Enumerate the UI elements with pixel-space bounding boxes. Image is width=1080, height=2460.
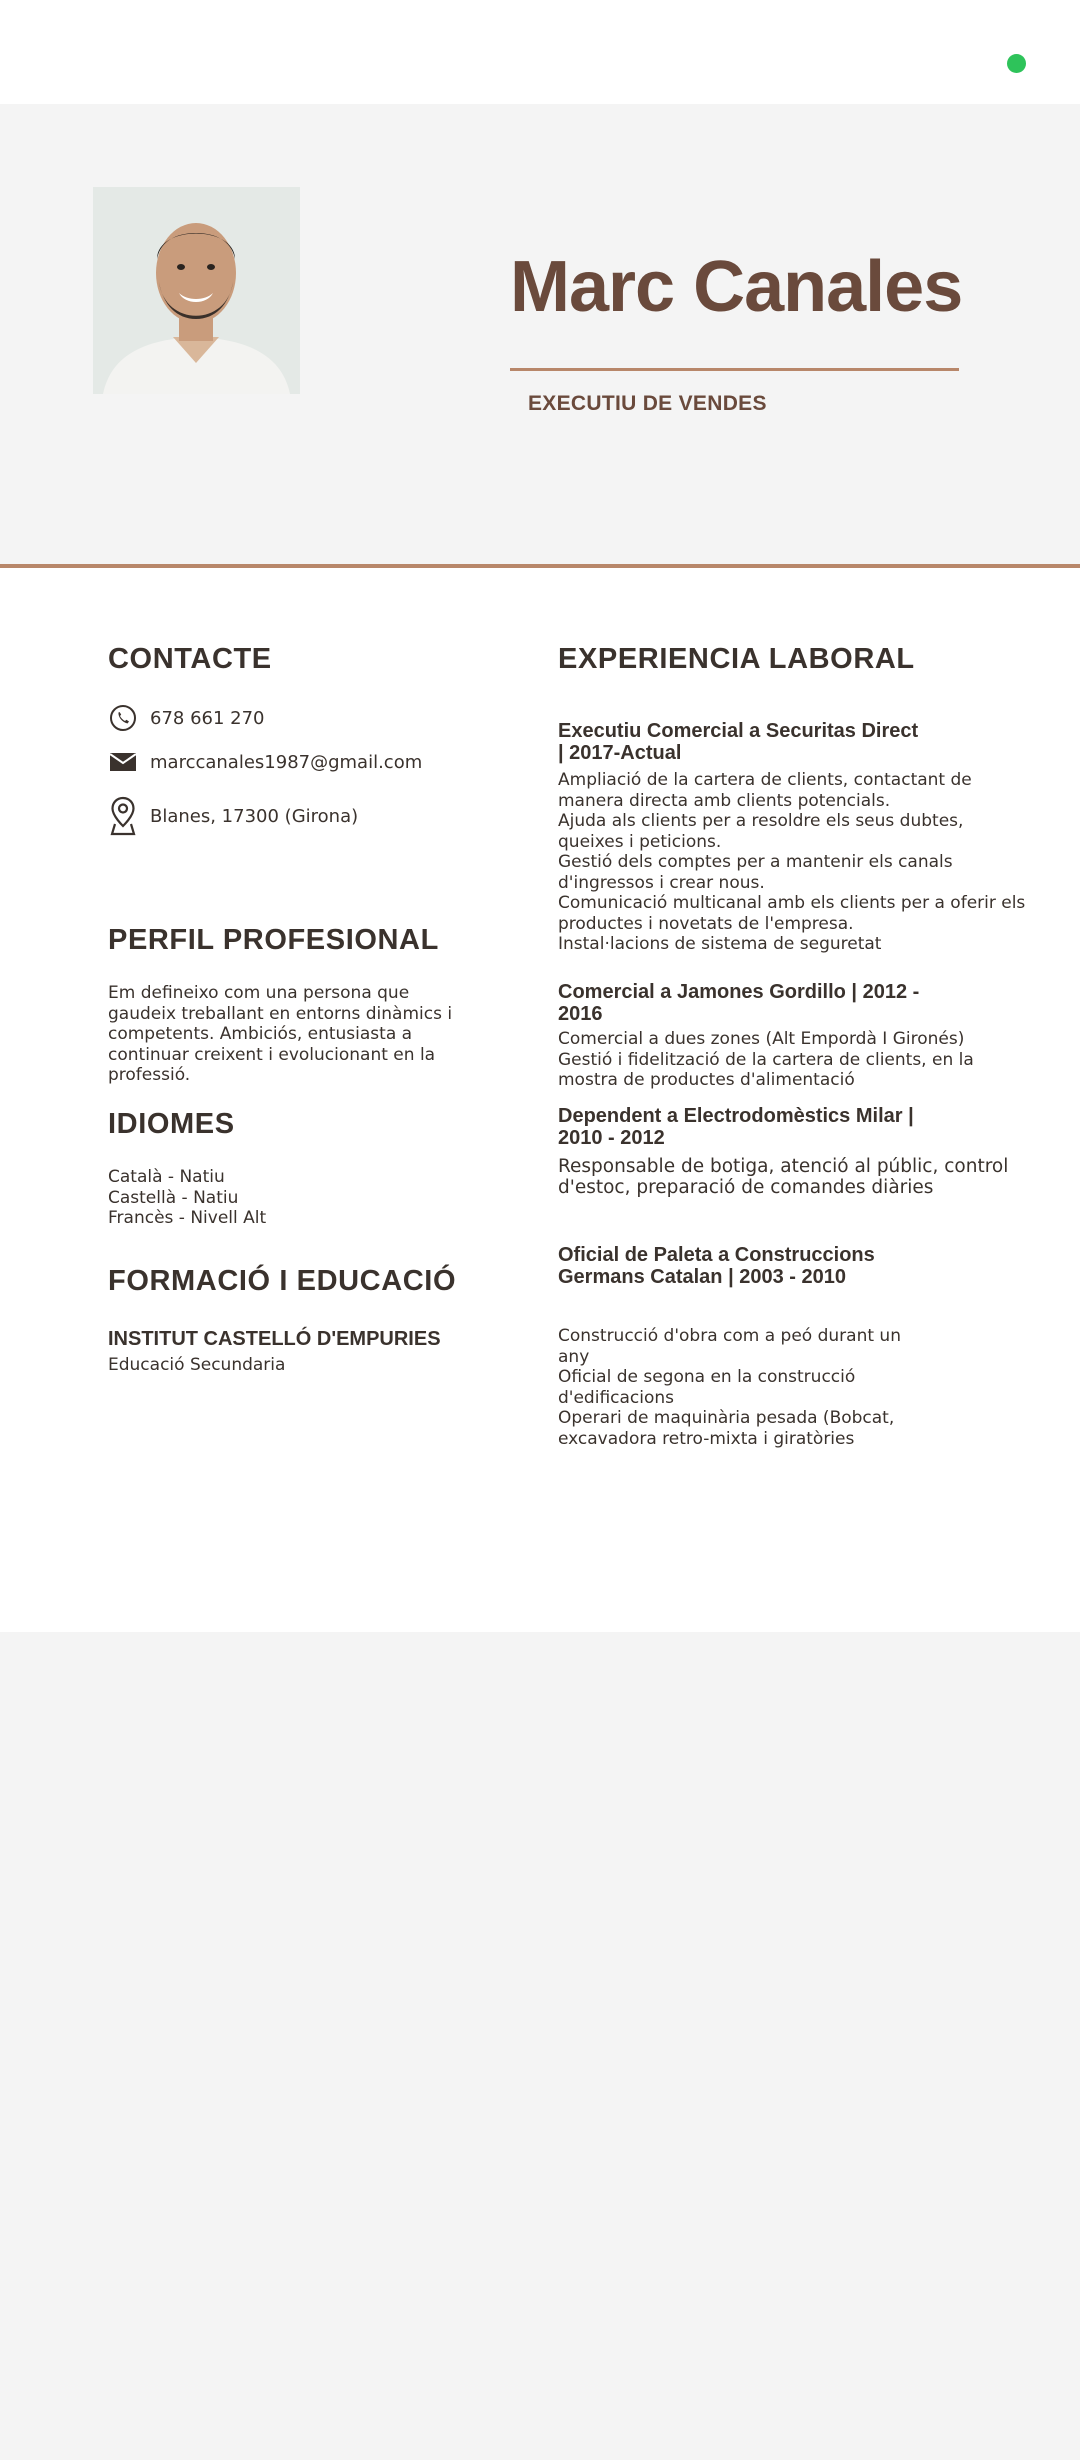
job-line: manera directa amb clients potencials. <box>558 790 891 811</box>
job-line: any <box>558 1346 590 1367</box>
job-line: Gestió dels comptes per a mantenir els canals <box>558 852 953 872</box>
job-title-line: Executiu Comercial a Securitas Direct <box>558 720 919 742</box>
school-name: INSTITUT CASTELLÓ D'EMPURIES <box>108 1328 441 1350</box>
profile-text <box>108 983 452 1086</box>
profile-photo <box>93 187 300 394</box>
experience-heading: EXPERIENCIA LABORAL <box>558 643 915 675</box>
profile-heading: PERFIL PROFESIONAL <box>108 924 439 956</box>
job-title-line: Dependent a Electrodomèstics Milar | <box>558 1105 914 1127</box>
job-line: queixes i peticions. <box>558 831 722 852</box>
job-line: d'estoc, preparació de comandes diàries <box>558 1177 934 1198</box>
job-line: excavadora retro-mixta i giratòries <box>558 1428 855 1449</box>
profile-line: continuar creixent i evolucionant en la <box>108 1044 436 1065</box>
degree: Educació Secundaria <box>108 1355 286 1375</box>
contact-address[interactable] <box>108 794 358 838</box>
language-item: Francès - Nivell Alt <box>108 1208 267 1228</box>
job-line: productes i novetats de l'empresa. <box>558 913 854 934</box>
person-portrait-icon <box>93 187 300 394</box>
profile-line: Em defineixo com una persona que <box>108 983 410 1003</box>
job-title-line: 2016 <box>558 1003 603 1025</box>
job-line: Construcció d'obra com a peó durant un <box>558 1326 901 1346</box>
job-line: Gestió i fidelització de la cartera de clients, en la <box>558 1049 974 1070</box>
mail-icon <box>108 744 138 780</box>
job-description <box>558 1029 974 1091</box>
job-title <box>558 981 919 1025</box>
candidate-name: Marc Canales <box>510 247 963 327</box>
job-title <box>558 1244 875 1288</box>
education-heading: FORMACIÓ I EDUCACIÓ <box>108 1265 457 1297</box>
job-line: Operari de maquinària pesada (Bobcat, <box>558 1408 895 1428</box>
job-line: d'ingressos i crear nous. <box>558 872 765 893</box>
name-underline <box>510 368 959 371</box>
phone-icon <box>108 700 138 736</box>
job-title <box>558 1105 914 1149</box>
languages-heading: IDIOMES <box>108 1108 235 1140</box>
language-item: Castellà - Natiu <box>108 1187 239 1208</box>
languages-list <box>108 1167 266 1229</box>
job-line: mostra de productes d'alimentació <box>558 1070 855 1090</box>
email-address: marccanales1987@gmail.com <box>150 751 423 773</box>
job-title-line: | 2017-Actual <box>558 742 682 764</box>
status-indicator <box>1007 54 1026 73</box>
profile-line: gaudeix treballant en entorns dinàmics i <box>108 1003 453 1024</box>
address: Blanes, 17300 (Girona) <box>150 805 359 827</box>
job-line: Ampliació de la cartera de clients, contactant de <box>558 770 972 790</box>
job-line: d'edificacions <box>558 1387 675 1408</box>
job-title-line: Oficial de Paleta a Construccions <box>558 1244 875 1266</box>
job-title-line: Comercial a Jamones Gordillo | 2012 - <box>558 981 920 1003</box>
job-line: Comercial a dues zones (Alt Empordà I Gironés) <box>558 1029 965 1049</box>
job-line: Ajuda als clients per a resoldre els seus dubtes, <box>558 811 964 831</box>
profile-line: competents. Ambiciós, entusiasta a <box>108 1024 413 1044</box>
job-description <box>558 770 1025 955</box>
job-description <box>558 1326 901 1449</box>
job-line: Comunicació multicanal amb els clients per a oferir els <box>558 893 1026 913</box>
job-line: Responsable de botiga, atenció al públic, control <box>558 1156 1009 1177</box>
phone-number: 678 661 270 <box>150 707 265 729</box>
resume-body <box>0 568 1080 1632</box>
location-pin-icon <box>108 794 138 838</box>
job-title-line: Germans Catalan | 2003 - 2010 <box>558 1266 846 1288</box>
resume-header <box>0 104 1080 566</box>
top-bar <box>0 0 1080 104</box>
job-line: Instal·lacions de sistema de seguretat <box>558 934 882 954</box>
candidate-title: EXECUTIU DE VENDES <box>528 392 767 415</box>
job-title <box>558 720 918 764</box>
job-title-line: 2010 - 2012 <box>558 1127 665 1149</box>
contact-email[interactable] <box>108 744 422 780</box>
language-item: Català - Natiu <box>108 1167 225 1187</box>
profile-line: professió. <box>108 1065 191 1085</box>
contact-phone[interactable] <box>108 700 265 736</box>
job-line: Oficial de segona en la construcció <box>558 1367 856 1387</box>
job-description <box>558 1156 1008 1198</box>
contact-heading: CONTACTE <box>108 643 272 675</box>
